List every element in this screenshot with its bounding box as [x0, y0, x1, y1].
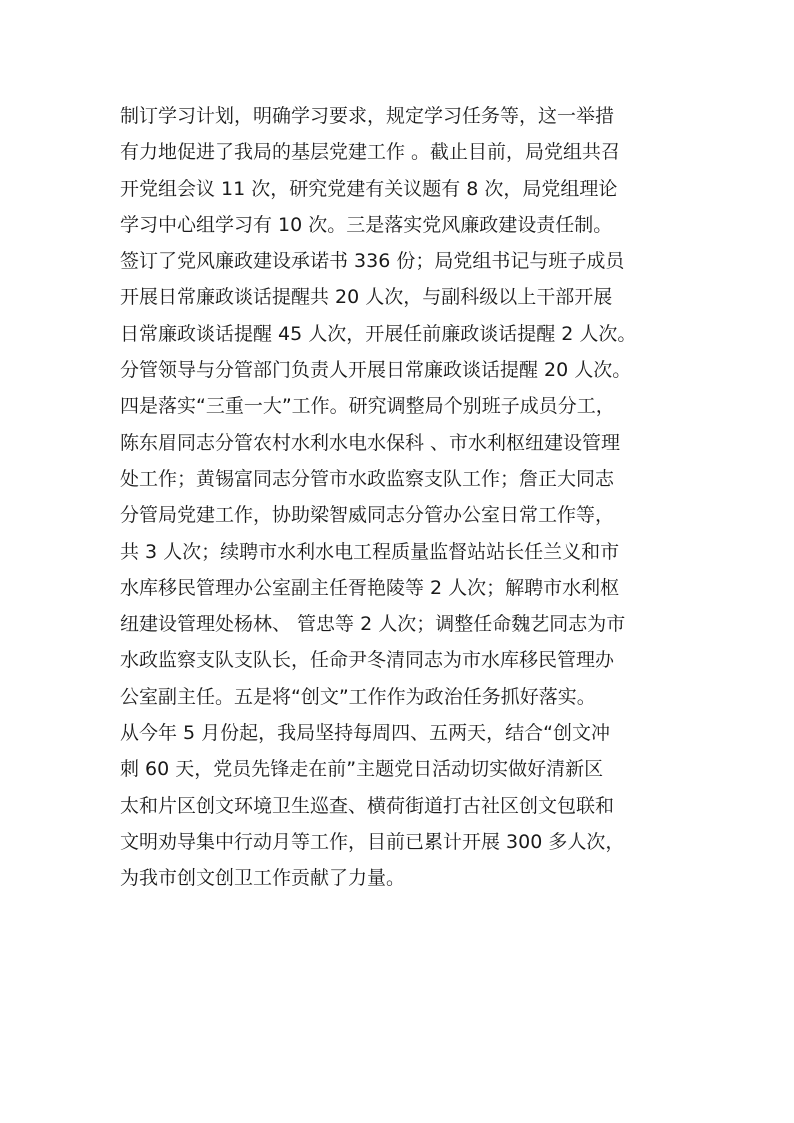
- text-line-16: 水政监察支队支队长，任命尹冬清同志为市水库移民管理办: [120, 649, 615, 672]
- text-line-4: 学习中心组学习有 10 次。三是落实党风廉政建设责任制。: [120, 213, 613, 236]
- text-line-3: 开党组会议 11 次，研究党建有关议题有 8 次，局党组理论: [120, 177, 618, 200]
- text-line-12: 分管局党建工作，协助梁智威同志分管办公室日常工作等，: [120, 504, 615, 527]
- text-line-2: 有力地促进了我局的基层党建工作 。截止目前，局党组共召: [120, 141, 621, 164]
- text-line-20: 太和片区创文环境卫生巡查、横荷街道打古社区创文包联和: [120, 794, 615, 817]
- text-line-5: 签订了党风廉政建设承诺书 336 份；局党组书记与班子成员: [120, 250, 625, 273]
- text-line-14: 水库移民管理办公室副主任胥艳陵等 2 人次；解聘市水利枢: [120, 576, 620, 599]
- text-line-7: 日常廉政谈话提醒 45 人次，开展任前廉政谈话提醒 2 人次。: [120, 322, 637, 345]
- text-line-1: 制订学习计划，明确学习要求，规定学习任务等，这一举措: [120, 105, 615, 127]
- text-line-19: 刺 60 天，党员先锋走在前”主题党日活动切实做好清新区: [120, 758, 604, 781]
- text-line-8: 分管领导与分管部门负责人开展日常廉政谈话提醒 20 人次。: [120, 359, 632, 382]
- text-line-17: 公室副主任。五是将“创文”工作作为政治任务抓好落实。: [120, 685, 596, 708]
- body-text: [120, 98, 700, 897]
- text-line-6: 开展日常廉政谈话提醒共 20 人次，与副科级以上干部开展: [120, 286, 613, 309]
- text-line-9: 四是落实“三重一大”工作。研究调整局个别班子成员分工，: [120, 395, 615, 418]
- text-line-11: 处工作；黄锡富同志分管市水政监察支队工作；詹正大同志: [120, 467, 615, 490]
- text-line-13: 共 3 人次；续聘市水利水电工程质量监督站站长任兰义和市: [120, 540, 620, 563]
- text-line-21: 文明劝导集中行动月等工作，目前已累计开展 300 多人次，: [120, 830, 625, 853]
- text-line-18: 从今年 5 月份起，我局坚持每周四、五两天，结合“创文冲: [120, 722, 611, 745]
- text-line-10: 陈东眉同志分管农村水利水电水保科 、市水利枢纽建设管理: [120, 431, 621, 454]
- text-line-22: 为我市创文创卫工作贡献了力量。: [120, 867, 406, 890]
- text-line-15: 纽建设管理处杨林、 管忠等 2 人次；调整任命魏艺同志为市: [120, 613, 626, 636]
